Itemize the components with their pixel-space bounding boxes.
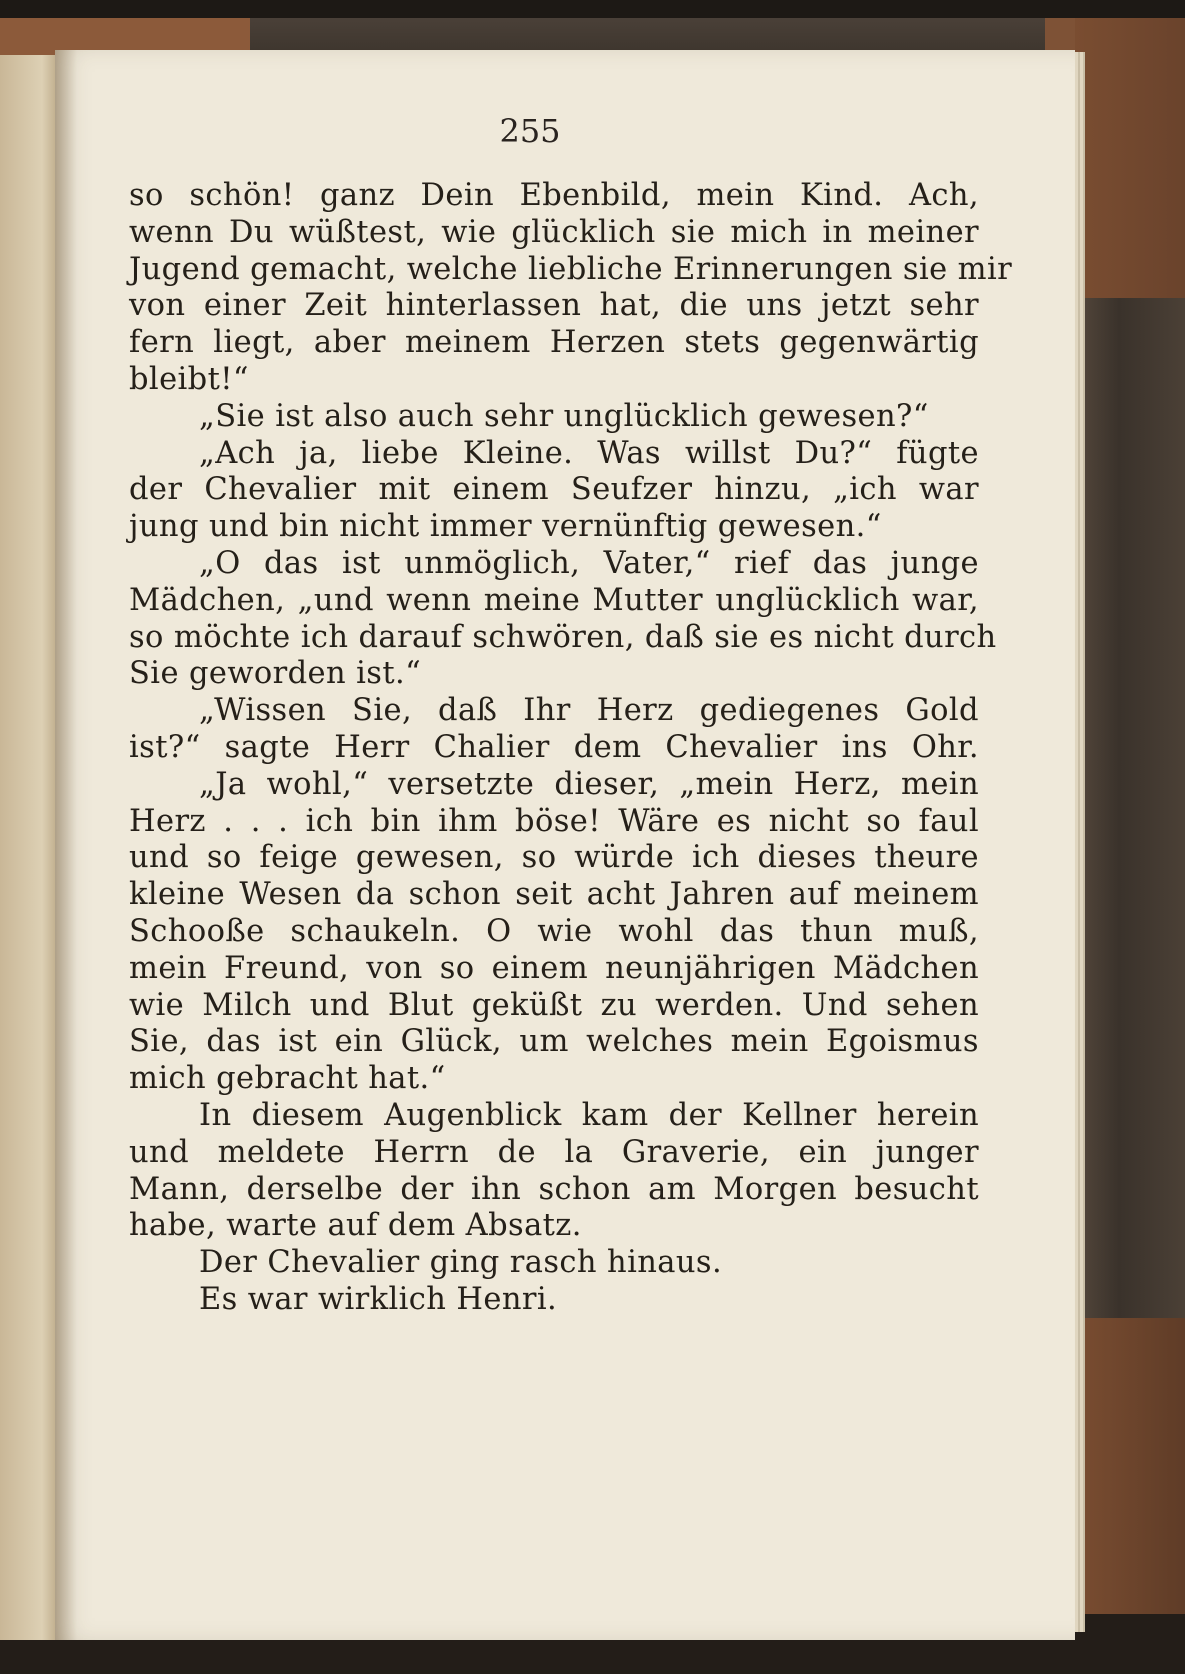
text-line: Schooße schaukeln. O wie wohl das thun muß, <box>129 913 979 949</box>
text-line: Herz . . . ich bin ihm böse! Wäre es nicht so faul <box>129 803 979 839</box>
text-line: habe, warte auf dem Absatz. <box>129 1208 582 1244</box>
text-line: und so feige gewesen, so würde ich dieses theure <box>129 840 979 876</box>
text-line: der Chevalier mit einem Seufzer hinzu, „ich war <box>129 472 979 508</box>
text-line: fern liegt, aber meinem Herzen stets gegenwärtig <box>129 325 979 361</box>
text-line: Der Chevalier ging rasch hinaus. <box>199 1245 723 1281</box>
text-line: ist?“ sagte Herr Chalier dem Chevalier ins Ohr. <box>129 729 979 765</box>
text-line: Mann, derselbe der ihn schon am Morgen besucht <box>129 1171 979 1207</box>
text-line: und meldete Herrn de la Graverie, ein junger <box>129 1134 979 1170</box>
page-text <box>129 178 1013 1319</box>
text-line: wenn Du wüßtest, wie glücklich sie mich in meiner <box>129 214 979 250</box>
text-line: von einer Zeit hinterlassen hat, die uns jetzt sehr <box>129 288 979 324</box>
text-line: wie Milch und Blut geküßt zu werden. Und sehen <box>129 987 979 1023</box>
text-line: mein Freund, von so einem neunjährigen Mädchen <box>129 950 979 986</box>
text-line: In diesem Augenblick kam der Kellner herein <box>199 1097 979 1133</box>
text-line: „Sie ist also auch sehr unglücklich gewesen?“ <box>199 398 929 434</box>
text-line: Mädchen, „und wenn meine Mutter unglücklich war, <box>129 582 979 618</box>
text-line: Es war wirklich Henri. <box>199 1281 558 1317</box>
text-line: bleibt!“ <box>129 361 249 397</box>
book-cover-edge <box>1075 18 1185 1658</box>
text-line: jung und bin nicht immer vernünftig gewesen.“ <box>129 509 882 545</box>
text-line: mich gebracht hat.“ <box>129 1061 446 1097</box>
book-page <box>55 50 1075 1640</box>
page-gutter-shadow <box>55 50 77 1640</box>
text-line: „Ach ja, liebe Kleine. Was willst Du?“ fügte <box>199 435 979 471</box>
text-line: so schön! ganz Dein Ebenbild, mein Kind. Ach, <box>129 178 979 213</box>
text-line: „Wissen Sie, daß Ihr Herz gediegenes Gold <box>199 693 979 729</box>
text-line: Jugend gemacht, welche liebliche Erinnerungen sie mir <box>129 251 1013 287</box>
text-line: „O das ist unmöglich, Vater,“ rief das junge <box>199 545 979 581</box>
text-line: so möchte ich darauf schwören, daß sie es nicht durch <box>129 619 997 655</box>
text-line: Sie geworden ist.“ <box>129 656 422 692</box>
text-line: „Ja wohl,“ versetzte dieser, „mein Herz, mein <box>199 766 979 802</box>
text-line: kleine Wesen da schon seit acht Jahren auf meinem <box>129 877 979 913</box>
leather-corner <box>1075 18 1185 298</box>
facing-page-edge <box>0 55 60 1640</box>
page-number: 255 <box>499 112 561 150</box>
leather-corner <box>1075 1318 1185 1638</box>
text-line: Sie, das ist ein Glück, um welches mein Egoismus <box>129 1024 979 1060</box>
